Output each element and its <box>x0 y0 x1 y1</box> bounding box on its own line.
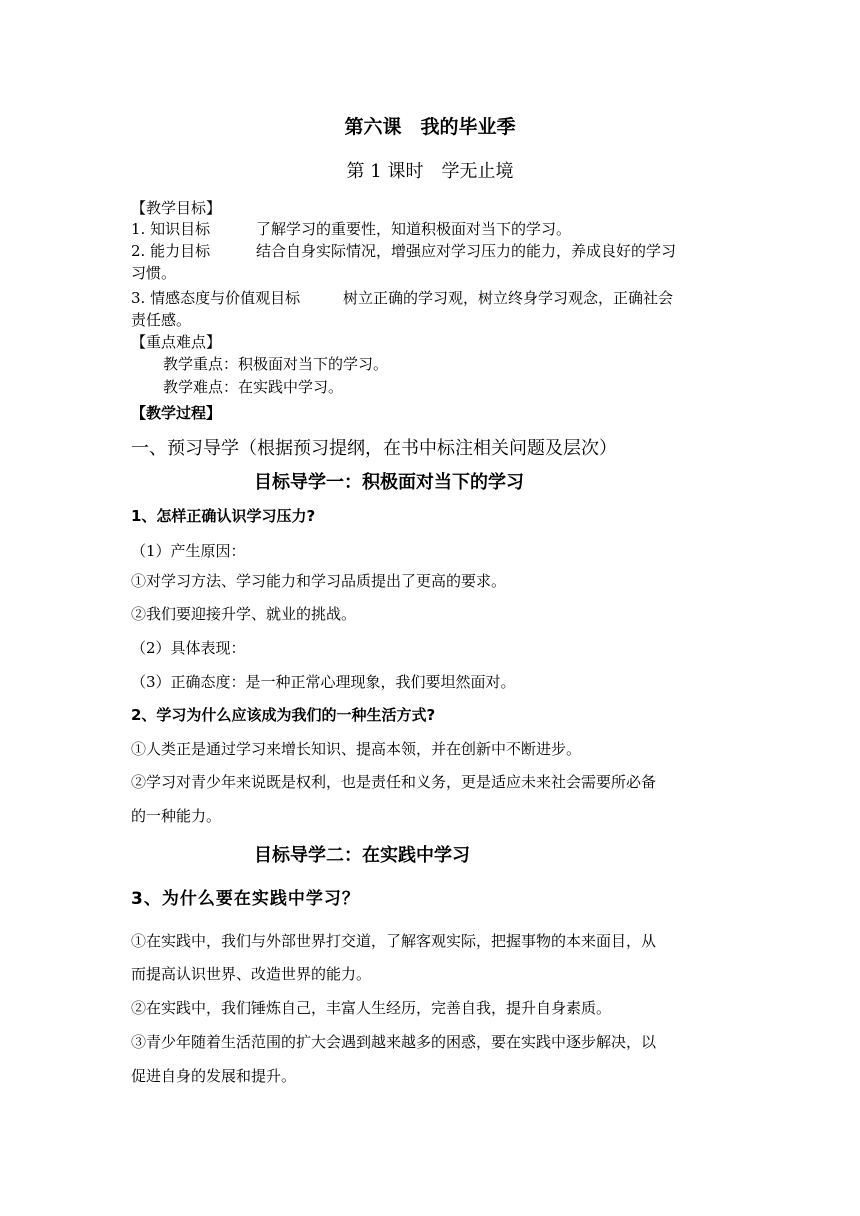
objective-text: 了解学习的重要性，知道积极面对当下的学习。 <box>256 220 572 238</box>
list-item: ②我们要迎接升学、就业的挑战。 <box>131 605 357 623</box>
list-item: ②在实践中，我们锤炼自己，丰富人生经历，完善自我，提升自身素质。 <box>131 999 612 1017</box>
objectives-heading: 【教学目标】 <box>131 199 222 217</box>
objective-label: 3. 情感态度与价值观目标 <box>131 289 301 307</box>
objective-label: 1. 知识目标 <box>131 220 211 238</box>
list-item: （2）具体表现： <box>131 639 246 657</box>
list-item: ①人类正是通过学习来增长知识、提高本领，并在创新中不断进步。 <box>131 740 582 758</box>
section-one-heading: 一、预习导学（根据预习提纲，在书中标注相关问题及层次） <box>131 438 617 459</box>
goal-two-heading: 目标导学二：在实践中学习 <box>254 845 470 866</box>
objective-continuation: 责任感。 <box>131 311 192 329</box>
list-item: 促进自身的发展和提升。 <box>131 1067 297 1085</box>
list-item: （1）产生原因： <box>131 542 246 560</box>
question-three: 3、为什么要在实践中学习？ <box>131 889 360 909</box>
list-item: （3）正确态度：是一种正常心理现象，我们要坦然面对。 <box>131 673 516 691</box>
objective-item <box>131 240 731 262</box>
teaching-difficulty: 教学难点：在实践中学习。 <box>163 378 344 396</box>
key-points-heading: 【重点难点】 <box>131 333 222 351</box>
lesson-title: 第六课 我的毕业季 <box>344 116 516 138</box>
list-item: ①对学习方法、学习能力和学习品质提出了更高的要求。 <box>131 572 507 590</box>
objective-continuation: 习惯。 <box>131 264 177 282</box>
lesson-subtitle: 第 1 课时 学无止境 <box>346 161 514 182</box>
objective-item <box>131 218 731 240</box>
list-item: 而提高认识世界、改造世界的能力。 <box>131 965 372 983</box>
question-two: 2、学习为什么应该成为我们的一种生活方式? <box>131 706 436 724</box>
process-heading: 【教学过程】 <box>131 404 222 422</box>
list-item: ①在实践中，我们与外部世界打交道，了解客观实际，把握事物的本来面目，从 <box>131 932 657 950</box>
objective-label: 2. 能力目标 <box>131 242 211 260</box>
objective-text: 结合自身实际情况，增强应对学习压力的能力，养成良好的学习 <box>256 242 677 260</box>
list-item: ②学习对青少年来说既是权利，也是责任和义务，更是适应未来社会需要所必备 <box>131 773 657 791</box>
objective-text: 树立正确的学习观，树立终身学习观念，正确社会 <box>343 289 674 307</box>
teaching-focus: 教学重点：积极面对当下的学习。 <box>163 355 389 373</box>
list-item: 的一种能力。 <box>131 807 222 825</box>
objective-item <box>131 287 731 309</box>
goal-one-heading: 目标导学一：积极面对当下的学习 <box>254 472 524 493</box>
list-item: ③青少年随着生活范围的扩大会遇到越来越多的困惑，要在实践中逐步解决，以 <box>131 1033 657 1051</box>
question-one: 1、怎样正确认识学习压力? <box>131 507 316 525</box>
